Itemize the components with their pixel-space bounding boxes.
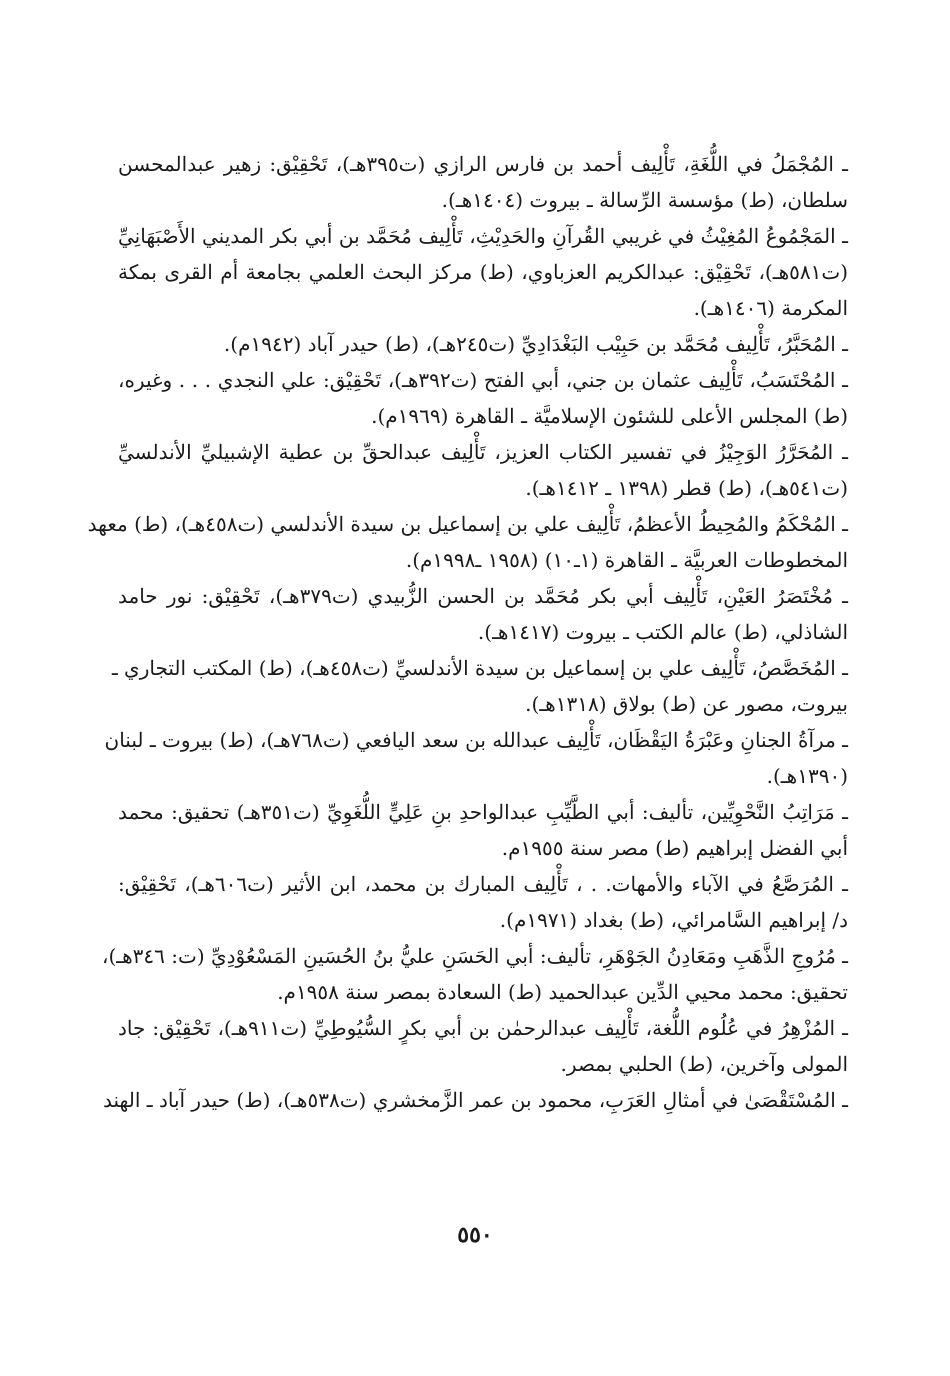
- entry-line: ـ المُرَصَّعُ في الآباء والأمهات. . ، تَأْلِيف المبارك بن محمد، ابن الأثير (ت٦٠٦هـ)، تَحْقِيْق:: [118, 872, 848, 896]
- bibliography-entry: [118, 146, 848, 218]
- bibliography-entry: [118, 794, 848, 866]
- bibliography-entry: [118, 1010, 848, 1082]
- entry-line: (ط) المجلس الأعلى للشئون الإسلاميَّة ـ القاهرة (١٩٦٩م).: [371, 404, 848, 428]
- bibliography-entry: [104, 722, 848, 794]
- bibliography-entry: [118, 578, 848, 650]
- bibliography-entry: [118, 866, 848, 938]
- entry-line: ـ مَرَاتِبُ النَّحْوِيِّين، تأليف: أبي الطَّيِّبِ عبدالواحدِ بنِ عَلِيٍّ اللُّغَوِيِّ (ت٣٥١هـ) تحقيق: محمد: [118, 800, 849, 824]
- bibliography-entry: [102, 938, 848, 1010]
- bibliography-entry: [118, 362, 848, 434]
- entry-line: المكرمة (١٤٠٦هـ).: [693, 296, 848, 320]
- bibliography-entry: [111, 650, 848, 722]
- entry-line: أبي الفضل إبراهيم (ط) مصر سنة ١٩٥٥م.: [501, 836, 848, 860]
- entry-line: (ت٥٤١هـ)، (ط) قطر (١٣٩٨ ـ ١٤١٢هـ).: [525, 476, 848, 500]
- entry-line: د/ إبراهيم السَّامرائي، (ط) بغداد (١٩٧١م).: [499, 908, 848, 932]
- entry-line: ـ المُحَبَّرُ، تَأْلِيف مُحَمَّد بن حَبِيْب البَغْدَادِيِّ (ت٢٤٥هـ)، (ط) حيدر آباد (١٩٤٢م).: [223, 332, 848, 356]
- bibliography-entry: [118, 218, 848, 326]
- bibliography-entry: [118, 326, 848, 362]
- entry-line: (١٣٩٠هـ).: [766, 764, 848, 788]
- entry-line: ـ المُحَرَّرُ الوَجِيْزُ في تفسير الكتاب العزيز، تَأْلِيف عبدالحقِّ بن عطية الإشبيليِّ الأندلسيِّ: [118, 440, 848, 464]
- page-number: ٥٥٠: [457, 1222, 493, 1248]
- entry-line: تحقيق: محمد محيي الدِّين عبدالحميد (ط) السعادة بمصر سنة ١٩٥٨م.: [277, 980, 848, 1004]
- entry-line: ـ المَجْمُوعُ المُغِيْثُ في غريبي القُرآنِ والحَدِيْثِ، تَأْلِيف مُحَمَّد بن أبي بكر المديني الأَصْبَهَانِيِّ: [118, 224, 848, 248]
- entry-line: بيروت، مصور عن (ط) بولاق (١٣١٨هـ).: [525, 692, 848, 716]
- entry-line: ـ مرآةُ الجنانِ وعَبْرَةُ اليَقْظَان، تَأْلِيف عبدالله بن سعد اليافعي (ت٧٦٨هـ)، (ط) بيروت ـ لبنان: [104, 728, 848, 752]
- entry-line: المخطوطات العربيَّة ـ القاهرة (١ـ١٠) (١٩٥٨ ـ١٩٩٨م).: [405, 548, 848, 572]
- entry-line: ـ المُسْتَقْصَىٰ في أمثالِ العَرَبِ، محمود بن عمر الزَّمخشري (ت٥٣٨هـ)، (ط) حيدر آباد ـ الهند: [102, 1088, 848, 1112]
- entry-line: ـ مُخْتَصَرُ العَيْنِ، تَأْلِيف أبي بكر مُحَمَّد بن الحسن الزُّبيدي (ت٣٧٩هـ)، تَحْقِيْق: نور حامد: [118, 584, 848, 608]
- entry-line: ـ مُرُوجِ الذَّهَبِ ومَعَادِنُ الجَوْهَرِ، تأليف: أبي الحَسَنِ عليُّ بنُ الحُسَينِ المَسْعُوْدِيِّ (ت: ٣٤٦هـ)،: [102, 944, 848, 968]
- bibliography-entry: [118, 434, 848, 506]
- entry-line: سلطان، (ط) مؤسسة الرِّسالة ـ بيروت (١٤٠٤هـ).: [441, 188, 848, 212]
- entry-line: الشاذلي، (ط) عالم الكتب ـ بيروت (١٤١٧هـ).: [477, 620, 848, 644]
- bibliography-entry: [102, 1082, 848, 1118]
- entry-line: ـ المُزْهِرُ في عُلُوم اللُّغة، تَأْلِيف عبدالرحمٰن بن أبي بكرٍ السُّيُوطِيِّ (ت٩١١هـ)، تَحْقِيْق: جاد: [118, 1016, 848, 1040]
- entry-line: ـ المُخَصَّصُ، تَأْلِيف علي بن إسماعيل بن سيدة الأندلسيِّ (ت٤٥٨هـ)، (ط) المكتب التجاري ـ: [111, 656, 848, 680]
- entry-line: ـ المُجْمَلُ في اللُّغَةِ، تَأْلِيف أحمد بن فارس الرازي (ت٣٩٥هـ)، تَحْقِيْق: زهير عبدالمحسن: [118, 152, 848, 176]
- entry-line: ـ المُحْكَمُ والمُحِيطُ الأعظمُ، تَأْلِيف علي بن إسماعيل بن سيدة الأندلسي (ت٤٥٨هـ)، (ط) معهد: [87, 512, 848, 536]
- entry-line: المولى وآخرين، (ط) الحلبي بمصر.: [560, 1052, 848, 1076]
- entry-line: (ت٥٨١هـ)، تَحْقِيْق: عبدالكريم العزباوي، (ط) مركز البحث العلمي بجامعة أم القرى بمكة: [118, 260, 849, 284]
- bibliography-list: [87, 146, 849, 1118]
- bibliography-entry: [87, 506, 848, 578]
- entry-line: ـ المُحْتَسَبُ، تَأْلِيف عثمان بن جني، أبي الفتح (ت٣٩٢هـ)، تَحْقِيْق: علي النجدي . . . وغيره،: [118, 368, 848, 392]
